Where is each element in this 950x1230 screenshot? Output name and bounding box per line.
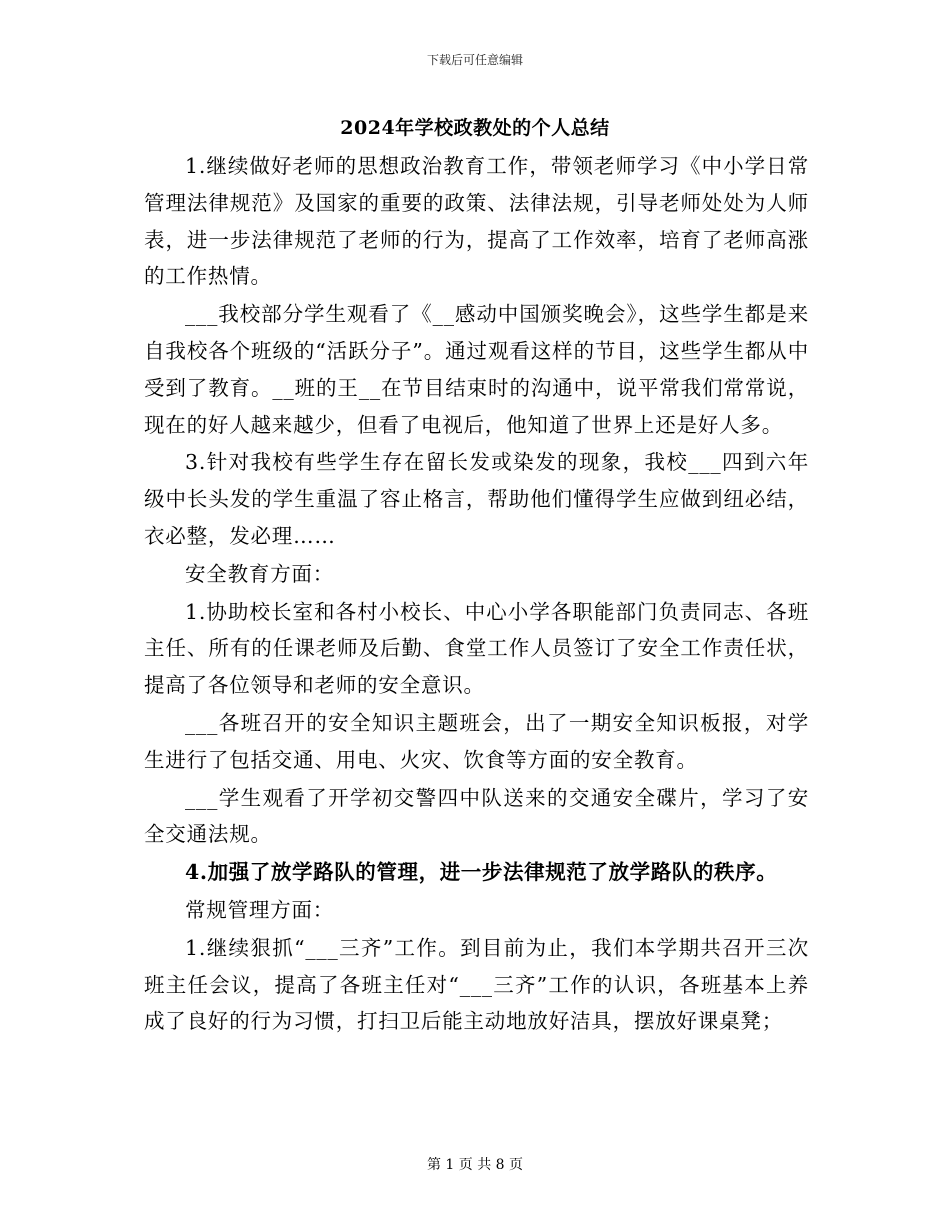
paragraph-teacher-education: 1.继续做好老师的思想政治教育工作，带领老师学习《中小学日常管理法律规范》及国家的重要的政策、法律法规，引导老师处处为人师表，进一步法律规范了老师的行为，提高了工作效率，培育了老师高涨的工作热情。 <box>144 154 809 289</box>
section-heading-routine-management: 常规管理方面： <box>185 897 335 922</box>
paragraph-moving-china-viewing: ___我校部分学生观看了《__感动中国颁奖晚会》，这些学生都是来自我校各个班级的“活跃分子”。通过观看这样的节目，这些学生都从中受到了教育。__班的王__在节目结束时的沟通中，说平常我们常常说，现在的好人越来越少，但看了电视后，他知道了世界上还是好人多。 <box>144 302 809 437</box>
page-number: 第 1 页 共 8 页 <box>426 1157 524 1173</box>
section-heading-safety-education: 安全教育方面： <box>185 561 335 586</box>
paragraph-safety-class-meeting: ___各班召开的安全知识主题班会，出了一期安全知识板报，对学生进行了包括交通、用电、火灾、饮食等方面的安全教育。 <box>144 710 809 772</box>
document-title: 2024年学校政教处的个人总结 <box>340 117 610 139</box>
paragraph-safety-responsibility: 1.协助校长室和各村小校长、中心小学各职能部门负责同志、各班主任、所有的任课老师及后勤、食堂工作人员签订了安全工作责任状，提高了各位领导和老师的安全意识。 <box>144 599 809 698</box>
paragraph-dismissal-queue: 4.加强了放学路队的管理，进一步法律规范了放学路队的秩序。 <box>185 860 778 885</box>
paragraph-three-neat: 1.继续狠抓“___三齐”工作。到目前为止，我们本学期共召开三次班主任会议，提高了各班主任对“___三齐”工作的认识，各班基本上养成了良好的行为习惯，打扫卫后能主动地放好洁具，摆放好课桌凳； <box>144 935 809 1034</box>
paragraph-hair-rules: 3.针对我校有些学生存在留长发或染发的现象，我校___四到六年级中长头发的学生重温了容止格言，帮助他们懂得学生应做到纽必结，衣必整，发必理…… <box>144 450 809 548</box>
paragraph-traffic-safety-video: ___学生观看了开学初交警四中队送来的交通安全碟片，学习了安全交通法规。 <box>144 785 809 847</box>
document-body <box>144 148 809 1040</box>
page-header-note: 下载后可任意编辑 <box>426 53 523 67</box>
